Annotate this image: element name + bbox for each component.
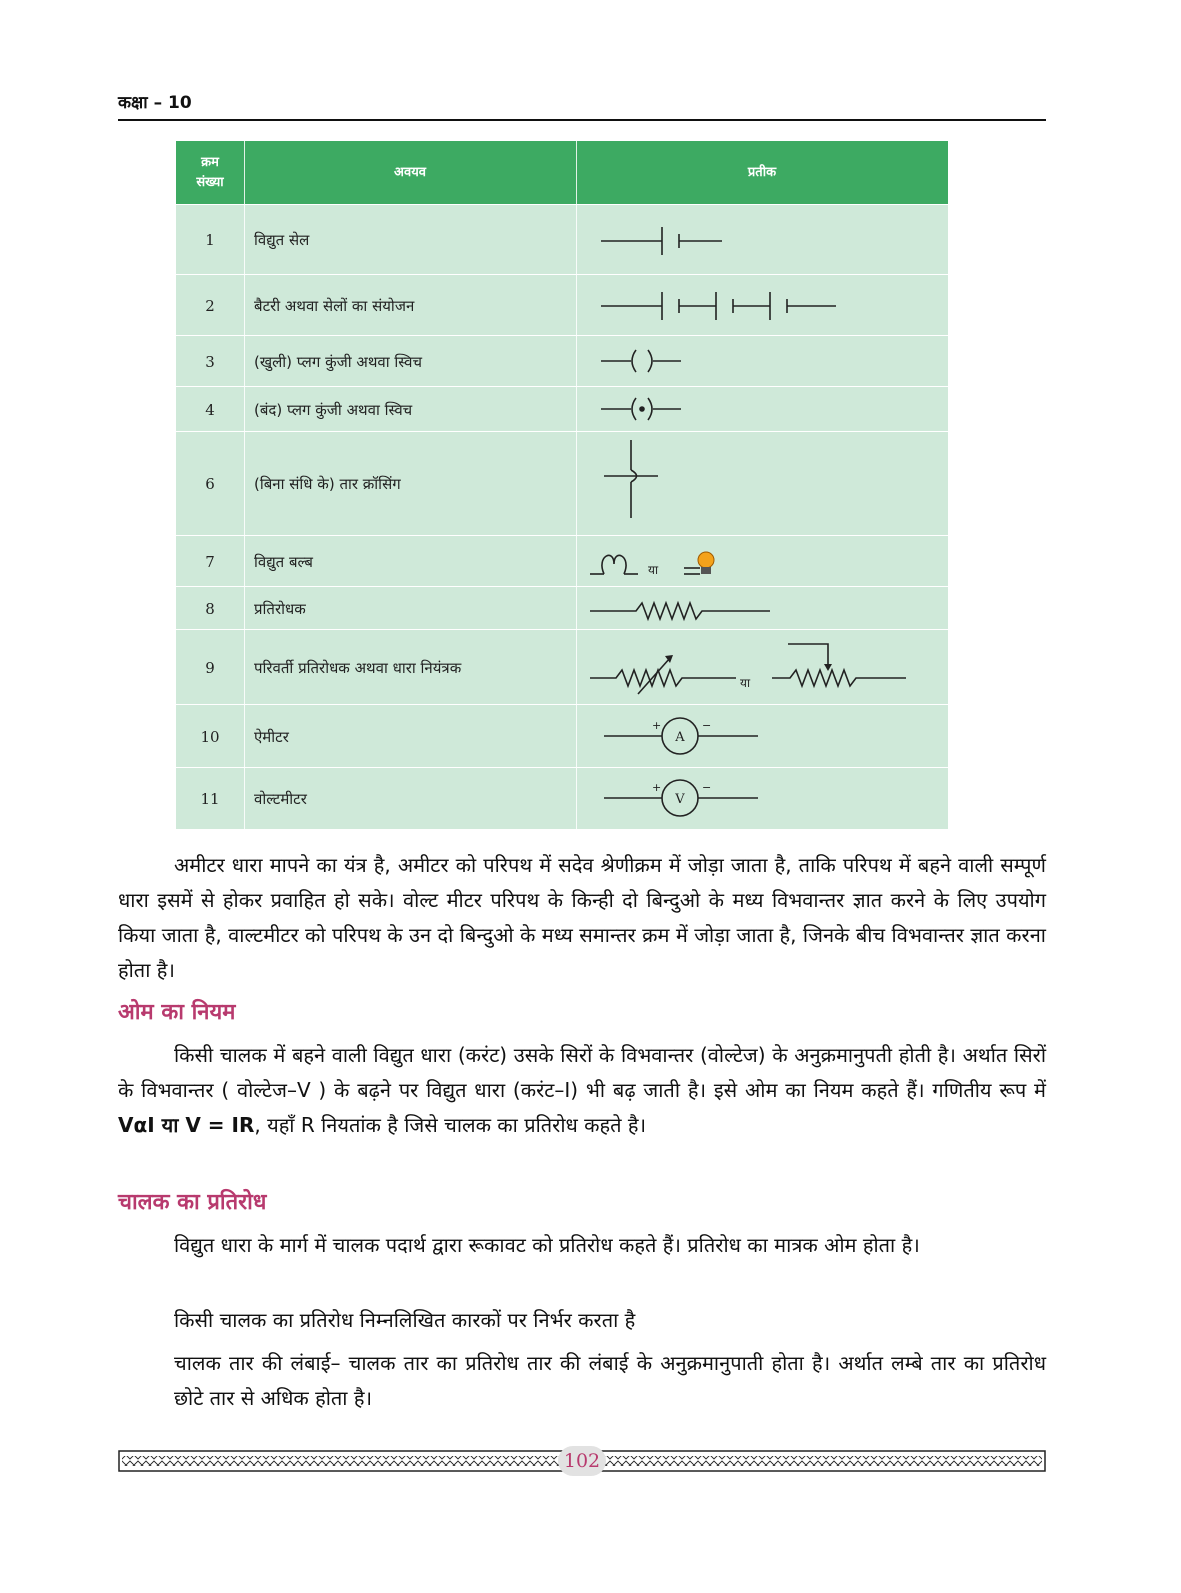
closed-key-symbol-icon [576, 387, 948, 432]
header-serial: क्रम संख्या [196, 154, 224, 190]
paragraph-text: विद्युत धारा के मार्ग में चालक पदार्थ द्वारा रूकावट को प्रतिरोध कहते हैं। प्रतिरोध का मात्रक ओम होता है। [174, 1233, 920, 1257]
svg-text:+: + [652, 781, 662, 794]
table-row [176, 629, 948, 705]
voltmeter-symbol-icon [576, 768, 948, 830]
battery-symbol-icon [576, 275, 948, 336]
wire-crossing-symbol-icon [576, 432, 948, 536]
or-text: या [648, 563, 659, 577]
page-number: 102 [558, 1446, 606, 1476]
svg-text:−: − [702, 781, 712, 794]
table-row [176, 274, 948, 336]
component-name: (बंद) प्लग कुंजी अथवा स्विच [254, 400, 413, 419]
ohm-formula: VαI या V = IR [118, 1113, 255, 1137]
serial-number: 2 [205, 296, 215, 315]
table-header [176, 141, 948, 204]
paragraph-text: अमीटर धारा मापने का यंत्र है, अमीटर को परिपथ में सदेव श्रेणीक्रम में जोड़ा जाता है, ताकि परिपथ में बहने वाली सम्पूर्ण धारा इसमें से होकर प्रवाहित हो सके। वोल्ट मीटर परिपथ के किन्ही दो बिन्दुओ के मध्य विभवान्तर ज्ञात करने के लिए उपयोग किया जाता है, वाल्टमीटर को परिपथ के उन दो बिन्दुओ के मध्य समान्तर क्रम में जोड़ा जाता है, जिनके बीच विभवान्तर ज्ञात करना होता है। [118, 853, 1046, 982]
meter-letter: A [675, 730, 685, 745]
serial-number: 3 [205, 352, 215, 371]
svg-text:+: + [652, 719, 662, 732]
cell-symbol-icon [576, 205, 948, 275]
header-component: अवयव [394, 164, 426, 180]
serial-number: 7 [205, 552, 215, 571]
component-name: प्रतिरोधक [254, 599, 306, 618]
variable-resistor-symbol-icon [576, 630, 948, 705]
table-row [176, 335, 948, 387]
wire-length-factor: चालक तार की लंबाई– चालक तार का प्रतिरोध तार की लंबाई के अनुक्रमानुपाती होता है। अर्थात लम्बे तार का प्रतिरोध छोटे तार से अधिक होता है। [174, 1351, 1046, 1410]
header-rule [118, 119, 1046, 121]
component-name: विद्युत सेल [254, 231, 310, 249]
meter-letter: V [675, 792, 685, 807]
circuit-symbols-table [176, 141, 948, 829]
table-row [176, 704, 948, 768]
serial-number: 9 [205, 658, 215, 677]
svg-text:−: − [702, 719, 712, 732]
resistor-symbol-icon [576, 587, 948, 630]
ammeter-symbol-icon [576, 705, 948, 768]
open-key-symbol-icon [576, 336, 948, 387]
resistance-factors-intro: किसी चालक का प्रतिरोध निम्नलिखित कारकों पर निर्भर करता है [174, 1308, 636, 1332]
table-row [176, 535, 948, 587]
resistance-heading: चालक का प्रतिरोध [118, 1190, 267, 1215]
ohm-text-before: किसी चालक में बहने वाली विद्युत धारा (करंट) उसके सिरों के विभवान्तर (वोल्टेज) के अनुक्रमानुपती होती है। अर्थात सिरों के विभवान्तर ( वोल्टेज–V ) के बढ़ने पर विद्युत धारा (करंट–I) भी बढ़ जाती है। इसे ओम का नियम कहते हैं। गणितीय रूप में [118, 1043, 1046, 1102]
table-row [176, 586, 948, 630]
header-symbol: प्रतीक [747, 164, 777, 180]
serial-number: 4 [205, 400, 215, 419]
ohm-law-heading: ओम का नियम [118, 1000, 236, 1025]
component-name: वोल्टमीटर [254, 790, 307, 808]
component-name: (खुली) प्लग कुंजी अथवा स्विच [254, 352, 422, 371]
ohm-law-paragraph [118, 1038, 1046, 1143]
component-name: (बिना संधि के) तार क्रॉसिंग [254, 475, 401, 493]
or-text: या [740, 676, 751, 690]
table-row [176, 431, 948, 536]
ohm-text-after: , यहाँ R नियतांक है जिसे चालक का प्रतिरोध कहते है। [254, 1113, 647, 1137]
component-name: बैटरी अथवा सेलों का संयोजन [254, 296, 415, 315]
bulb-symbol-icon [576, 536, 948, 587]
serial-number: 11 [200, 790, 220, 808]
page-header: कक्षा – 10 [118, 93, 192, 113]
component-name: परिवर्ती प्रतिरोधक अथवा धारा नियंत्रक [254, 658, 462, 677]
table-row [176, 386, 948, 432]
ammeter-voltmeter-paragraph [118, 848, 1046, 988]
serial-number: 6 [205, 475, 215, 493]
resistance-paragraph [118, 1228, 1046, 1263]
serial-number: 8 [205, 599, 215, 618]
component-name: विद्युत बल्ब [254, 552, 313, 571]
component-name: ऐमीटर [254, 727, 289, 746]
page-footer [118, 1450, 1046, 1472]
table-row [176, 204, 948, 275]
serial-number: 10 [200, 727, 220, 746]
table-row [176, 767, 948, 830]
serial-number: 1 [205, 231, 215, 249]
